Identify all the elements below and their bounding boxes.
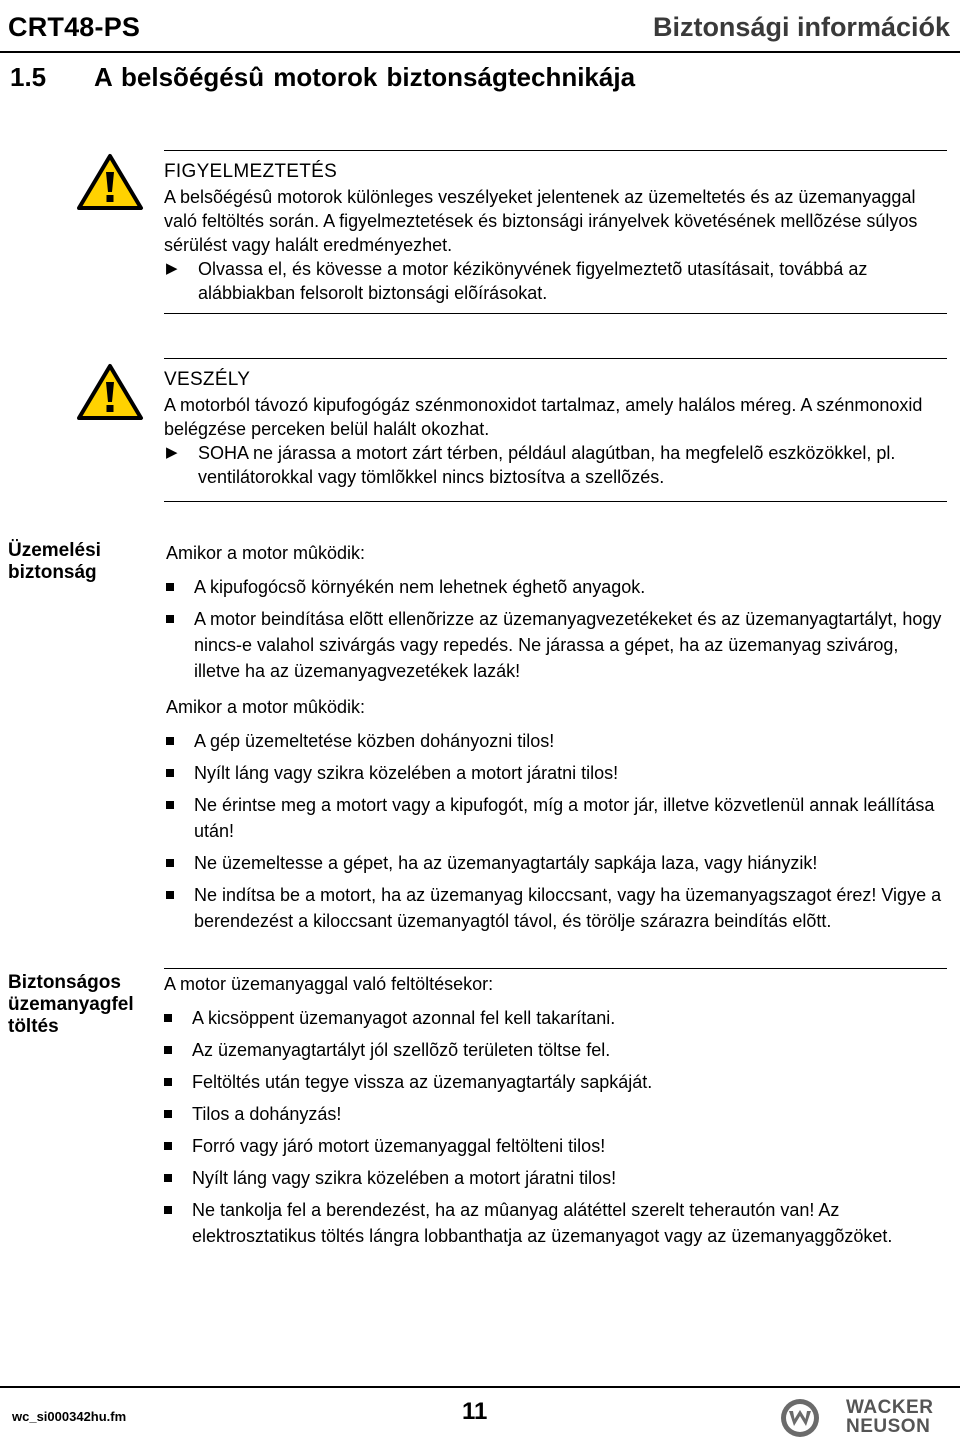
section-number: 1.5 — [10, 62, 47, 92]
bullet-square-icon — [164, 1037, 192, 1063]
warning-action-text: Olvassa el, és kövesse a motor kézikönyvének figyelmeztetõ utasításait, továbbá az alábbiakban felsorolt biztonsági elõírásokat. — [198, 259, 868, 303]
arrow-right-icon: ▶ — [166, 444, 178, 461]
bullet-square-icon — [164, 1197, 192, 1249]
warning-triangle-icon — [76, 152, 144, 212]
danger-text: A motorból távozó kipufogógáz szénmonoxidot tartalmaz, amely halálos méreg. A szénmonoxid belégzése perceken belül halált okozhat. — [164, 395, 923, 439]
list-item: Ne indítsa be a motort, ha az üzemanyag kiloccsant, vagy ha üzemanyagszagot érez! Vigye a berendezést a kiloccsant üzemanyagtól távol, és törölje szárazra beindítás elõtt. — [166, 882, 948, 934]
list-item: Ne tankolja fel a berendezést, ha az mûanyag alátéttel szerelt teherautón van! Az elektrosztatikus töltés lángra lobbanthatja az üzemanyagot vagy az üzemanyaggõzöket. — [164, 1197, 947, 1249]
logo-line-2: NEUSON — [846, 1416, 931, 1437]
wacker-neuson-w-logo-icon — [780, 1398, 820, 1438]
warning-heading: FIGYELMEZTETÉS — [164, 161, 338, 182]
operating-intro-1: Amikor a motor mûködik: — [166, 543, 366, 563]
bullet-square-icon — [166, 850, 194, 876]
list-item: A kipufogócsõ környékén nem lehetnek éghetõ anyagok. — [166, 574, 948, 600]
footer-rule — [0, 1386, 960, 1388]
warning-action — [164, 257, 947, 305]
section-title-text: A belsõégésû motorok biztonságtechnikája — [94, 62, 636, 92]
list-item: Ne érintse meg a motort vagy a kipufogót, míg a motor jár, illetve közvetlenül annak leállítása után! — [166, 792, 948, 844]
list-item: A gép üzemeltetése közben dohányozni tilos! — [166, 728, 948, 754]
danger-heading: VESZÉLY — [164, 369, 251, 390]
refueling-intro: A motor üzemanyaggal való feltöltésekor: — [164, 974, 494, 994]
list-item: Ne üzemeltesse a gépet, ha az üzemanyagtartály sapkája laza, vagy hiányzik! — [166, 850, 948, 876]
header-rule — [0, 51, 960, 53]
warning-triangle-icon — [76, 362, 144, 422]
danger-action — [164, 441, 947, 489]
bullet-square-icon — [166, 606, 194, 684]
bullet-square-icon — [164, 1165, 192, 1191]
bullet-square-icon — [166, 574, 194, 600]
arrow-right-icon: ▶ — [166, 260, 178, 277]
bullet-square-icon — [166, 760, 194, 786]
footer-file-name: wc_si000342hu.fm — [12, 1409, 127, 1424]
list-item: Tilos a dohányzás! — [164, 1101, 947, 1127]
operating-list-2 — [166, 728, 948, 934]
list-item: Az üzemanyagtartályt jól szellõzõ területen töltse fel. — [164, 1037, 947, 1063]
header-model: CRT48-PS — [8, 12, 141, 42]
operating-list-1 — [166, 574, 948, 684]
bullet-square-icon — [164, 1069, 192, 1095]
operating-intro-2: Amikor a motor mûködik: — [166, 697, 366, 717]
logo-line-1: WACKER — [846, 1397, 934, 1418]
refueling-safety-label: Biztonságos üzemanyagfel töltés — [8, 972, 134, 1037]
section-title — [10, 62, 635, 93]
brand-logo — [846, 1398, 933, 1436]
refueling-safety-block — [164, 968, 947, 1255]
list-item: A motor beindítása elõtt ellenõrizze az üzemanyagvezetékeket és az üzemanyagtartályt, hogy nincs-e valahol szivárgás vagy repedés. Ne járassa a gépet, ha az üzemanyag szivárog, illetve ha az üzemanyagvezetékek lazák! — [166, 606, 948, 684]
bullet-square-icon — [164, 1101, 192, 1127]
danger-callout — [164, 358, 947, 502]
bullet-square-icon — [164, 1133, 192, 1159]
operating-safety-block — [166, 540, 948, 940]
warning-text: A belsõégésû motorok különleges veszélyeket jelentenek az üzemeltetés és az üzemanyaggal való feltöltés során. A figyelmeztetések és biztonsági irányelvek követésének mellõzése súlyos sérülést vagy halált eredményezhet. — [164, 187, 918, 255]
bullet-square-icon — [164, 1005, 192, 1031]
warning-callout — [164, 150, 947, 314]
bullet-square-icon — [166, 728, 194, 754]
bullet-square-icon — [166, 792, 194, 844]
danger-action-text: SOHA ne járassa a motort zárt térben, például alagútban, ha megfelelõ eszközökkel, pl. ventilátorokkal vagy tömlõkkel nincs biztosítva a szellõzés. — [198, 443, 896, 487]
bullet-square-icon — [166, 882, 194, 934]
list-item: Nyílt láng vagy szikra közelében a motort járatni tilos! — [166, 760, 948, 786]
list-item: Forró vagy járó motort üzemanyaggal feltölteni tilos! — [164, 1133, 947, 1159]
list-item: Feltöltés után tegye vissza az üzemanyagtartály sapkáját. — [164, 1069, 947, 1095]
header-title: Biztonsági információk — [652, 12, 950, 42]
operating-safety-label: Üzemelési biztonság — [8, 540, 101, 583]
refueling-list — [164, 1005, 947, 1249]
list-item: Nyílt láng vagy szikra közelében a motort járatni tilos! — [164, 1165, 947, 1191]
list-item: A kicsöppent üzemanyagot azonnal fel kell takarítani. — [164, 1005, 947, 1031]
page-number: 11 — [462, 1398, 488, 1425]
